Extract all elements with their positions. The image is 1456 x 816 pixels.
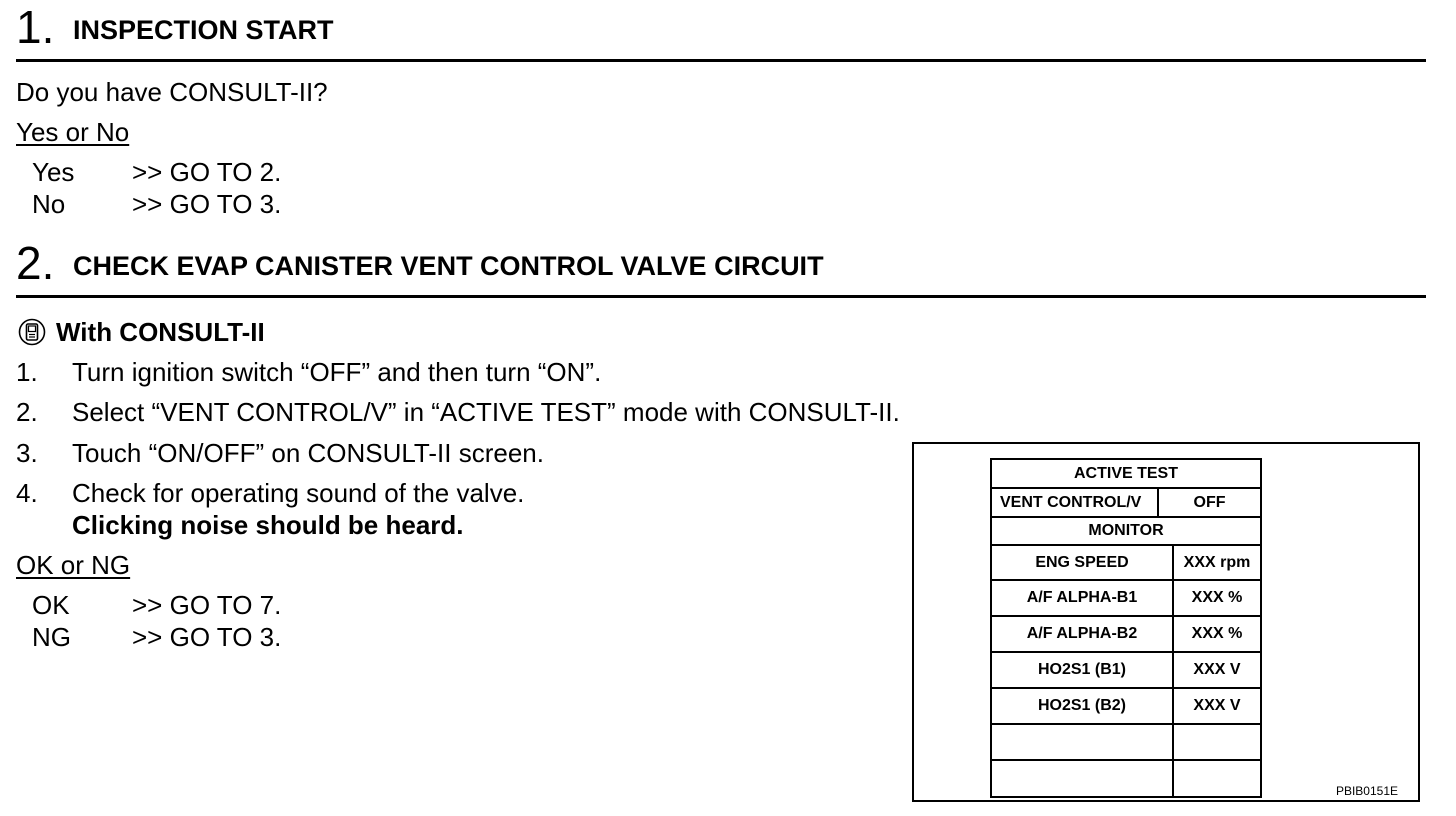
step-1-choice-heading: Yes or No xyxy=(16,117,130,147)
monitor-item xyxy=(991,724,1173,760)
monitor-row xyxy=(991,688,1261,724)
instruction-text: Select “VENT CONTROL/V” in “ACTIVE TEST” mode with CONSULT-II. xyxy=(72,397,900,427)
monitor-row xyxy=(991,652,1261,688)
instruction-text: Touch “ON/OFF” on CONSULT-II screen. xyxy=(72,438,544,468)
instruction-number: 1. xyxy=(16,357,38,387)
active-test-screen xyxy=(990,458,1262,798)
instruction-text: Turn ignition switch “OFF” and then turn “ON”. xyxy=(72,357,602,387)
monitor-row xyxy=(991,616,1261,652)
monitor-row xyxy=(991,545,1261,580)
monitor-item: A/F ALPHA-B1 xyxy=(991,580,1173,616)
consult-screen-figure xyxy=(912,442,1420,802)
monitor-value: XXX V xyxy=(1173,652,1261,688)
control-value: OFF xyxy=(1158,488,1261,517)
monitor-value: XXX % xyxy=(1173,616,1261,652)
figure-code: PBIB0151E xyxy=(1335,784,1398,798)
instruction-text: Check for operating sound of the valve. xyxy=(72,478,525,508)
monitor-item: HO2S1 (B2) xyxy=(991,688,1173,724)
step-1-result-label: No xyxy=(32,189,66,219)
step-2-title: CHECK EVAP CANISTER VENT CONTROL VALVE CIRCUIT xyxy=(73,251,824,281)
step-1-title: INSPECTION START xyxy=(73,15,334,45)
monitor-value: XXX % xyxy=(1173,580,1261,616)
control-item: VENT CONTROL/V xyxy=(991,488,1158,517)
monitor-item: A/F ALPHA-B2 xyxy=(991,616,1173,652)
step-2-result-action: >> GO TO 3. xyxy=(132,622,282,652)
monitor-value: XXX rpm xyxy=(1173,545,1261,580)
monitor-item: ENG SPEED xyxy=(991,545,1173,580)
active-test-header: ACTIVE TEST xyxy=(991,459,1261,488)
step-2-result-label: OK xyxy=(32,590,70,620)
step-1-question: Do you have CONSULT-II? xyxy=(16,77,328,107)
instruction-number: 2. xyxy=(16,397,38,427)
monitor-value: XXX V xyxy=(1173,688,1261,724)
step-2-result-label: NG xyxy=(32,622,71,652)
step-2-result-action: >> GO TO 7. xyxy=(132,590,282,620)
instruction-number: 4. xyxy=(16,478,38,508)
monitor-row xyxy=(991,724,1261,760)
method-label: With CONSULT-II xyxy=(56,317,265,347)
monitor-row xyxy=(991,760,1261,797)
step-1-result-label: Yes xyxy=(32,157,75,187)
step-2-divider xyxy=(16,295,1426,298)
monitor-header: MONITOR xyxy=(991,517,1261,545)
monitor-value xyxy=(1173,724,1261,760)
monitor-item: HO2S1 (B1) xyxy=(991,652,1173,688)
expected-result: Clicking noise should be heard. xyxy=(72,510,464,540)
step-1-number: 1. xyxy=(16,1,55,53)
monitor-row xyxy=(991,580,1261,616)
monitor-value xyxy=(1173,760,1261,797)
consult-icon xyxy=(18,318,46,351)
monitor-item xyxy=(991,760,1173,797)
step-1-result-action: >> GO TO 3. xyxy=(132,189,282,219)
step-1-result-action: >> GO TO 2. xyxy=(132,157,282,187)
instruction-number: 3. xyxy=(16,438,38,468)
step-2-choice-heading: OK or NG xyxy=(16,550,131,580)
step-1-divider xyxy=(16,59,1426,62)
step-2-number: 2. xyxy=(16,237,55,289)
